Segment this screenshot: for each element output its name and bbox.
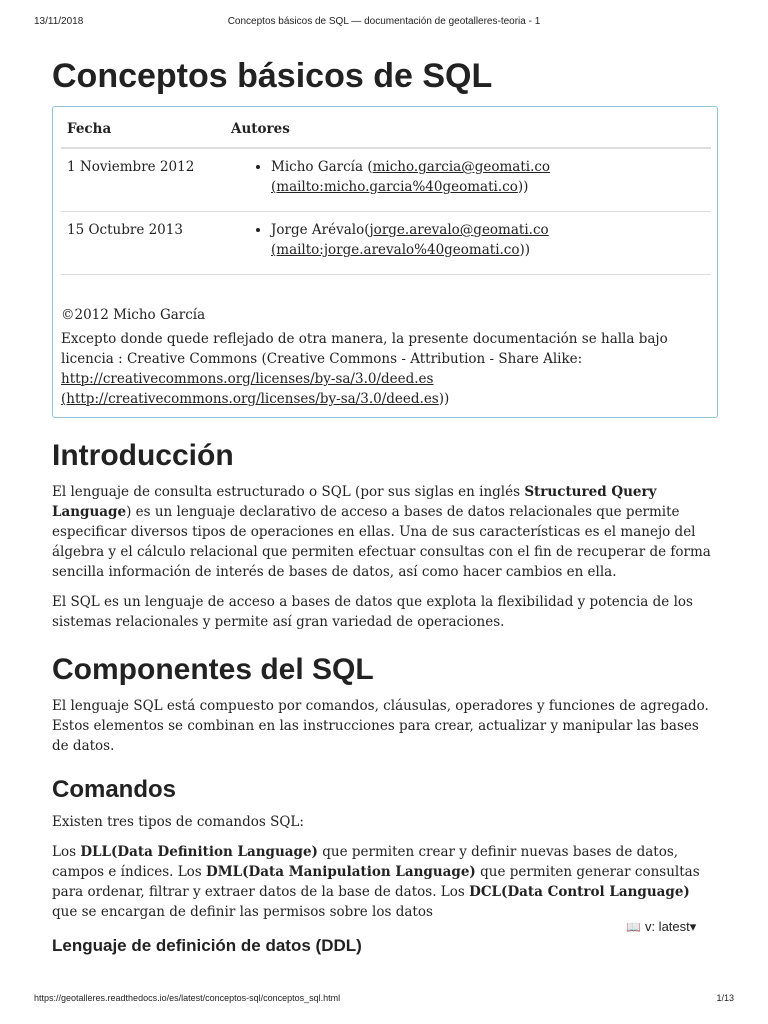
author-mailto-link[interactable]: (mailto:jorge.arevalo%40geomati.co [271, 242, 520, 258]
list-item: • Jorge Arévalo(jorge.arevalo@geomati.co (mailto:jorge.arevalo%40geomati.co)) [271, 220, 705, 260]
version-label: v: latest [644, 919, 690, 934]
column-header-date: Fecha [61, 113, 225, 148]
print-footer [0, 993, 768, 1007]
cell-date: 1 Noviembre 2012 [61, 148, 225, 212]
cell-date: 15 Octubre 2013 [61, 212, 225, 275]
document-content [52, 50, 718, 958]
table-row [61, 212, 711, 275]
metadata-box [52, 106, 718, 418]
chevron-down-icon: ▾ [689, 919, 697, 934]
section-heading-comandos: Comandos [52, 776, 177, 803]
license-link-secondary[interactable]: (http://creativecommons.org/licenses/by-sa/3.0/deed.es [61, 391, 439, 407]
copyright-notice: ©2012 Micho García [61, 307, 206, 323]
table-header-row [61, 113, 711, 148]
license-link[interactable]: http://creativecommons.org/licenses/by-sa/3.0/deed.es [61, 371, 434, 387]
author-email-link[interactable]: jorge.arevalo@geomati.co [369, 222, 549, 238]
metadata-table [61, 113, 711, 275]
intro-paragraph-1: El lenguaje de consulta estructurado o SQL (por sus siglas en inglés Structured Query Language) es un lenguaje declarativo de acceso a bases de datos relacionales que permite especificar diversos tipos de operaciones en ellas. Una de sus características es el manejo del álgebra y el cálculo relacional que permiten efectuar consultas con el fin de recuperar de forma sencilla información de interés de bases de datos, así como hacer cambios en ella. [52, 484, 711, 580]
print-title: Conceptos básicos de SQL — documentación de geotalleres-teoria - 1 [227, 16, 541, 27]
section-heading-componentes: Componentes del SQL [52, 653, 374, 686]
print-date: 13/11/2018 [34, 16, 84, 27]
author-mailto-link[interactable]: (mailto:micho.garcia%40geomati.co [271, 179, 518, 195]
section-heading-ddl: Lenguaje de definición de datos (DDL) [52, 936, 362, 955]
table-row [61, 148, 711, 212]
author-list [231, 220, 705, 260]
list-item: • Micho García (micho.garcia@geomati.co (mailto:micho.garcia%40geomati.co)) [271, 157, 705, 197]
page-title: Conceptos básicos de SQL [52, 57, 493, 95]
cell-authors [225, 212, 711, 275]
print-url: https://geotalleres.readthedocs.io/es/latest/conceptos-sql/conceptos_sql.html [34, 993, 341, 1003]
section-heading-introduccion: Introducción [52, 439, 234, 472]
author-list [231, 157, 705, 197]
author-email-link[interactable]: micho.garcia@geomati.co [372, 159, 551, 175]
comandos-paragraph-2: Los DLL(Data Definition Language) que permiten crear y definir nuevas bases de datos, campos e índices. Los DML(Data Manipulation Language) que permiten generar consultas para ordenar, filtrar y extraer datos de la base de datos. Los DCL(Data Control Language) que se encargan de definir las permisos sobre los datos [52, 844, 700, 920]
intro-paragraph-2: El SQL es un lenguaje de acceso a bases de datos que explota la flexibilidad y potencia de los sistemas relacionales y permite así gran variedad de operaciones. [52, 594, 693, 630]
license-paragraph: Excepto donde quede reflejado de otra manera, la presente documentación se halla bajo licencia : Creative Commons (Creative Commons - Attribution - Share Alike: http://creativecommons.org/licenses/by-sa/3.0/deed.es (http://creativecommons.org/licenses/by-sa/3.0/deed.es)) [61, 331, 668, 407]
componentes-paragraph: El lenguaje SQL está compuesto por comandos, cláusulas, operadores y funciones de agregado. Estos elementos se combinan en las instrucciones para crear, actualizar y manipular las bases de datos. [52, 698, 709, 754]
cell-authors [225, 148, 711, 212]
column-header-authors: Autores [225, 113, 711, 148]
print-header [0, 16, 768, 30]
book-icon: 📖 [626, 920, 641, 934]
version-selector[interactable] [626, 919, 696, 935]
page-number: 1/13 [716, 993, 734, 1003]
comandos-paragraph-1: Existen tres tipos de comandos SQL: [52, 814, 304, 830]
